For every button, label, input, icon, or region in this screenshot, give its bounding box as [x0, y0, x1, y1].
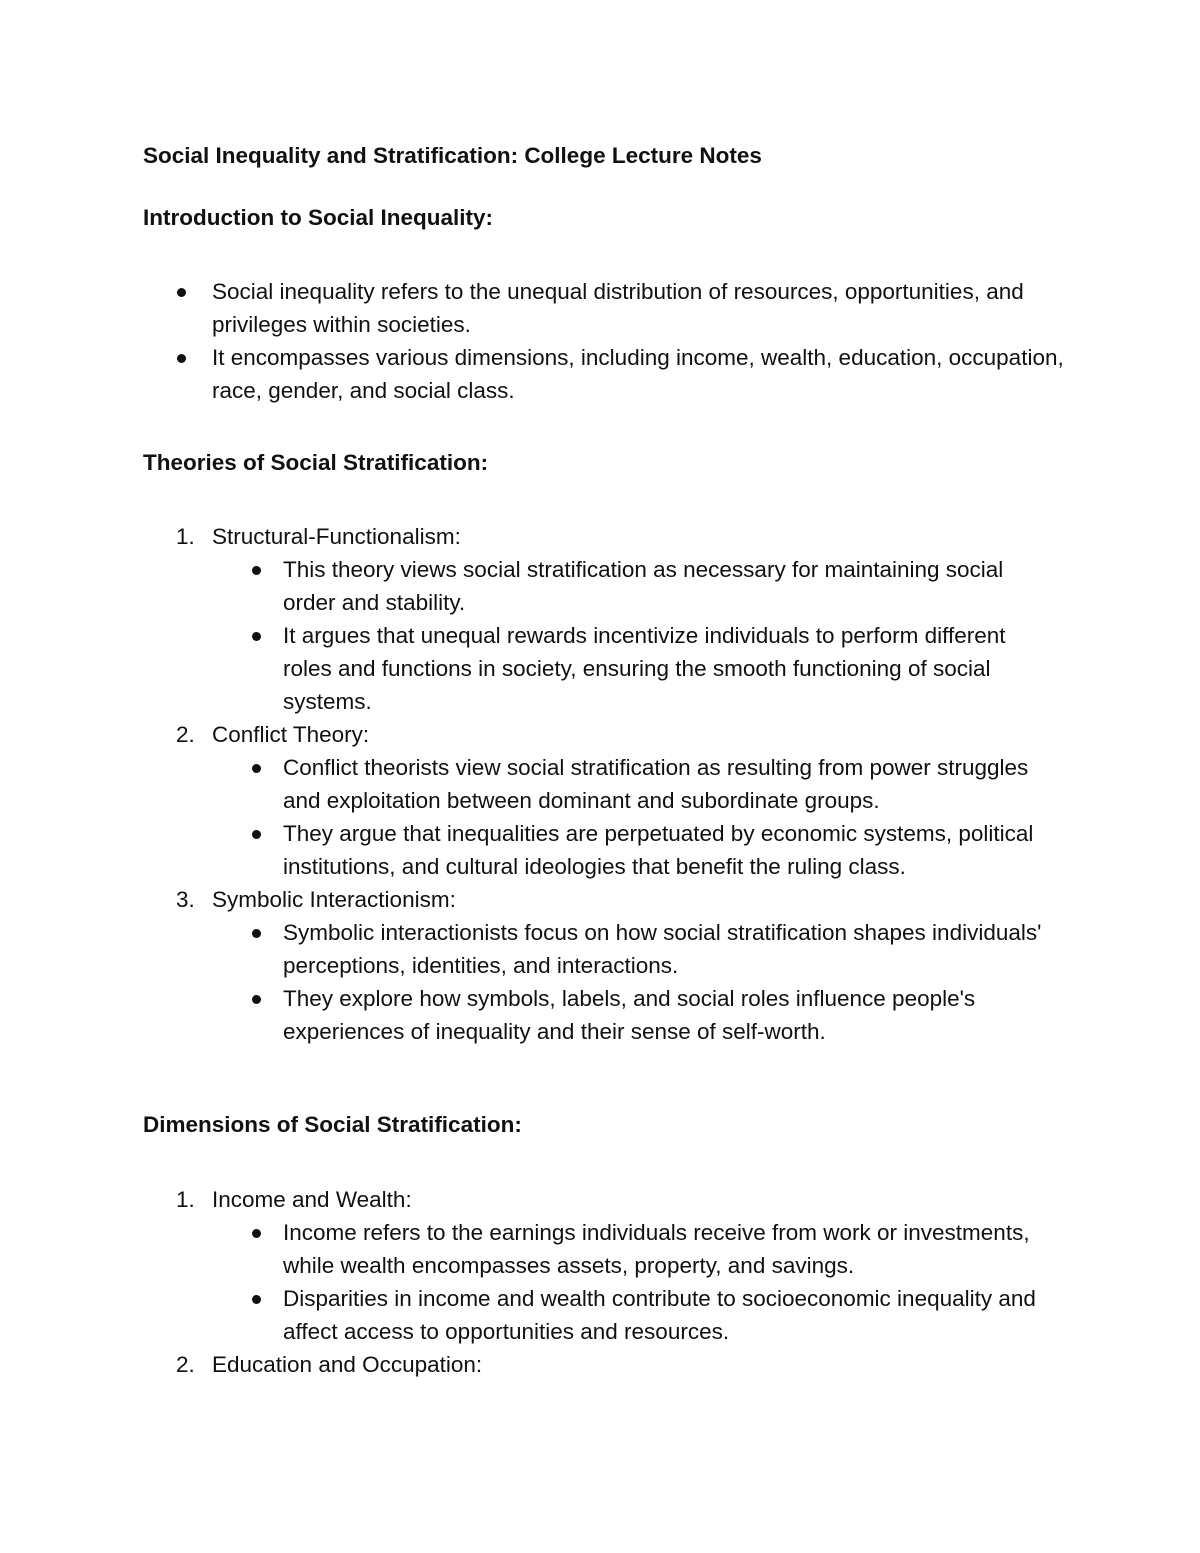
- list-number: 2.: [176, 1352, 195, 1377]
- theories-heading: Theories of Social Stratification:: [143, 450, 489, 475]
- theory-bullets: [212, 751, 1083, 883]
- list-item: They explore how symbols, labels, and social roles influence people's experiences of inequality and their sense of self-worth.: [212, 982, 1043, 1048]
- list-item: Social inequality refers to the unequal distribution of resources, opportunities, and privileges within societies.: [143, 275, 1072, 341]
- list-item: It encompasses various dimensions, including income, wealth, education, occupation, race, gender, and social class.: [143, 341, 1072, 407]
- list-item: They argue that inequalities are perpetuated by economic systems, political institutions, and cultural ideologies that benefit the ruling class.: [212, 817, 1043, 883]
- theory-label: Conflict Theory:: [212, 722, 370, 747]
- dimension-label: Education and Occupation:: [212, 1352, 483, 1377]
- intro-heading: Introduction to Social Inequality:: [143, 205, 494, 230]
- intro-section: [143, 201, 1083, 234]
- list-number: 2.: [176, 722, 195, 747]
- dimension-label: Income and Wealth:: [212, 1187, 412, 1212]
- dimensions-heading: Dimensions of Social Stratification:: [143, 1112, 522, 1137]
- list-item: Income refers to the earnings individuals receive from work or investments, while wealth encompasses assets, property, and savings.: [212, 1216, 1043, 1282]
- list-number: 3.: [176, 887, 195, 912]
- theory-label: Structural-Functionalism:: [212, 524, 461, 549]
- intro-bullet-list: [143, 275, 1072, 407]
- theories-list-block: [143, 520, 1083, 1048]
- list-number: 1.: [176, 1187, 195, 1212]
- list-item: It argues that unequal rewards incentivize individuals to perform different roles and functions in society, ensuring the smooth functioning of social systems.: [212, 619, 1043, 718]
- theory-bullets: [212, 553, 1083, 718]
- dimension-bullets: [212, 1216, 1083, 1348]
- dimension-item: [143, 1183, 1083, 1348]
- dimensions-list: [143, 1183, 1083, 1381]
- theory-item: [143, 883, 1083, 1048]
- dimensions-list-block: [143, 1183, 1083, 1381]
- theory-label: Symbolic Interactionism:: [212, 887, 456, 912]
- theory-item: [143, 520, 1083, 718]
- theories-list: [143, 520, 1083, 1048]
- theory-item: [143, 718, 1083, 883]
- list-item: Symbolic interactionists focus on how social stratification shapes individuals' perceptions, identities, and interactions.: [212, 916, 1043, 982]
- theory-bullets: [212, 916, 1083, 1048]
- list-item: This theory views social stratification as necessary for maintaining social order and stability.: [212, 553, 1043, 619]
- list-number: 1.: [176, 524, 195, 549]
- list-item: Disparities in income and wealth contribute to socioeconomic inequality and affect access to opportunities and resources.: [212, 1282, 1043, 1348]
- dimension-item: [143, 1348, 1083, 1381]
- dimensions-section: [143, 1108, 1083, 1141]
- document-title: Social Inequality and Stratification: College Lecture Notes: [143, 143, 762, 168]
- theories-section: [143, 446, 1083, 479]
- list-item: Conflict theorists view social stratification as resulting from power struggles and exploitation between dominant and subordinate groups.: [212, 751, 1043, 817]
- document-title-block: [143, 139, 1083, 172]
